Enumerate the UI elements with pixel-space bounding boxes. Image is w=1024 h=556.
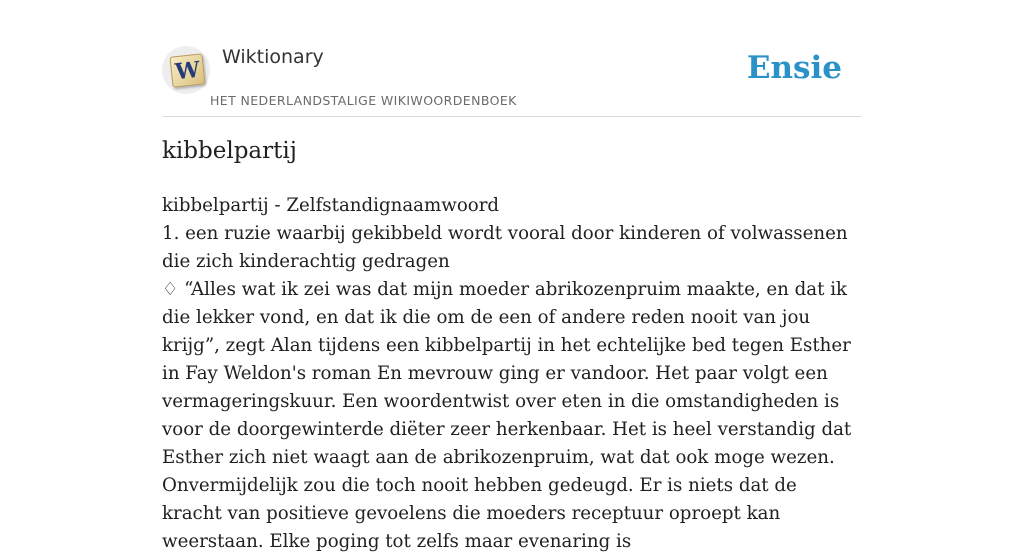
site-name[interactable]: Wiktionary xyxy=(222,46,324,68)
entry-example: ♢ “Alles wat ik zei was dat mijn moeder abrikozenpruim maakte, en dat ik die lekker vond, en dat ik die om de een of andere reden nooit van jou krijg”, zegt Alan tijdens een kibbelpartij in het echtelijke bed tegen Esther in Fay Weldon's roman En mevrouw ging er vandoor. Het paar volgt een vermageringskuur. Een woordentwist over eten in die omstandigheden is voor de doorgewinterde diëter zeer herkenbaar. Het is heel verstandig dat Esther zich niet waagt aan de abrikozenpruim, wat dat ook moge wezen. Onvermijdelijk zou die toch nooit hebben gedeugd. Er is niets dat de kracht van positieve gevoelens die moeders receptuur oproept kan weerstaan. Elke poging tot zelfs maar evenaring is xyxy=(162,279,852,552)
logo-tile xyxy=(169,53,205,87)
page-title: kibbelpartij xyxy=(162,138,297,164)
ensie-brand-link[interactable]: Ensie xyxy=(746,50,842,86)
entry-definition: 1. een ruzie waarbij gekibbeld wordt vooral door kinderen of volwassenen die zich kinderachtig gedragen xyxy=(162,223,848,272)
site-header xyxy=(162,40,862,117)
site-subtitle: HET NEDERLANDSTALIGE WIKIWOORDENBOEK xyxy=(210,93,517,108)
entry-heading: kibbelpartij - Zelfstandignaamwoord xyxy=(162,195,500,216)
wiktionary-logo-icon[interactable] xyxy=(162,46,210,94)
entry-content xyxy=(162,192,862,556)
logo-letter: W xyxy=(173,56,202,86)
